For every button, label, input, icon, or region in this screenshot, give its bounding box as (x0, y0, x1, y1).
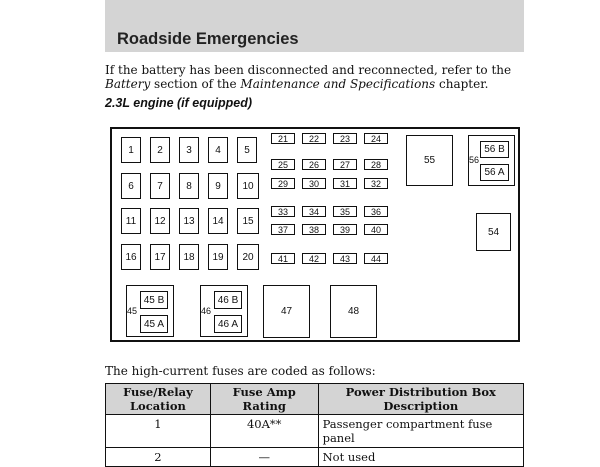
fuse-35: 35 (333, 206, 357, 217)
cell-rating: 40A** (210, 415, 318, 448)
fuse-1: 1 (121, 137, 141, 163)
col-header-description (318, 384, 523, 415)
fuse-5: 5 (237, 137, 257, 163)
fuse-26: 26 (302, 159, 326, 170)
cell-location: 2 (106, 448, 211, 467)
fuse-38: 38 (302, 224, 326, 235)
fuse-12: 12 (150, 208, 170, 234)
header-text: Location (129, 399, 186, 413)
fuse-9: 9 (208, 173, 228, 199)
fuse-8: 8 (179, 173, 199, 199)
relay-48: 48 (330, 285, 377, 338)
fuse-table (105, 383, 524, 467)
relay-55: 55 (406, 135, 453, 186)
fuse-29: 29 (271, 178, 295, 189)
fuse-7: 7 (150, 173, 170, 199)
high-current-caption: The high-current fuses are coded as follows: (105, 364, 376, 378)
fuse-32: 32 (364, 178, 388, 189)
fuse-6: 6 (121, 173, 141, 199)
fuse-13: 13 (179, 208, 199, 234)
fuse-18: 18 (179, 244, 199, 270)
relay-56a: 56 A (480, 164, 509, 181)
fuse-42: 42 (302, 253, 326, 264)
header-text: Power Distribution Box (345, 385, 496, 399)
fuse-36: 36 (364, 206, 388, 217)
header-text: Rating (242, 399, 286, 413)
fuse-2: 2 (150, 137, 170, 163)
intro-text-2: section of the (150, 77, 241, 91)
fuse-34: 34 (302, 206, 326, 217)
relay-45-label: 45 (127, 306, 138, 316)
intro-paragraph (105, 63, 525, 91)
intro-text-3: chapter. (435, 77, 489, 91)
fuse-43: 43 (333, 253, 357, 264)
relay-46-label: 46 (201, 306, 212, 316)
fuse-22: 22 (302, 133, 326, 144)
fuse-44: 44 (364, 253, 388, 264)
fuse-41: 41 (271, 253, 295, 264)
fuse-25: 25 (271, 159, 295, 170)
cell-location: 1 (106, 415, 211, 448)
table-row (106, 415, 524, 448)
fuse-31: 31 (333, 178, 357, 189)
relay-56b: 56 B (480, 141, 509, 158)
fuse-4: 4 (208, 137, 228, 163)
col-header-rating (210, 384, 318, 415)
header-text: Fuse/Relay (123, 385, 193, 399)
fuse-3: 3 (179, 137, 199, 163)
fuse-14: 14 (208, 208, 228, 234)
intro-text: If the battery has been disconnected and reconnected, refer to the (105, 63, 512, 77)
fuse-37: 37 (271, 224, 295, 235)
section-title: Roadside Emergencies (117, 30, 299, 48)
fuse-39: 39 (333, 224, 357, 235)
relay-45a: 45 A (140, 315, 168, 333)
fuse-19: 19 (208, 244, 228, 270)
intro-battery-ref: Battery (105, 77, 151, 91)
relay-56-label: 56 (469, 155, 480, 165)
cell-description: Passenger compartment fuse panel (318, 415, 523, 448)
fuse-21: 21 (271, 133, 295, 144)
fuse-24: 24 (364, 133, 388, 144)
header-text: Fuse Amp (232, 385, 296, 399)
fuse-17: 17 (150, 244, 170, 270)
fuse-33: 33 (271, 206, 295, 217)
fuse-23: 23 (333, 133, 357, 144)
relay-46b: 46 B (214, 291, 242, 309)
header-text: Description (383, 399, 459, 413)
section-header (105, 0, 524, 52)
relay-45b: 45 B (140, 291, 168, 309)
fuse-20: 20 (237, 244, 259, 270)
relay-47: 47 (263, 285, 310, 338)
fuse-28: 28 (364, 159, 388, 170)
engine-heading: 2.3L engine (if equipped) (105, 96, 253, 110)
relay-46a: 46 A (214, 315, 242, 333)
cell-rating: — (210, 448, 318, 467)
fuse-15: 15 (237, 208, 259, 234)
fuse-box-diagram (110, 127, 520, 342)
fuse-16: 16 (121, 244, 141, 270)
intro-chapter-ref: Maintenance and Specifications (240, 77, 436, 91)
table-row (106, 448, 524, 467)
fuse-10: 10 (237, 173, 259, 199)
fuse-40: 40 (364, 224, 388, 235)
fuse-11: 11 (121, 208, 141, 234)
fuse-30: 30 (302, 178, 326, 189)
relay-54: 54 (476, 213, 511, 251)
fuse-27: 27 (333, 159, 357, 170)
cell-description: Not used (318, 448, 523, 467)
table-header-row (106, 384, 524, 415)
col-header-location (106, 384, 211, 415)
